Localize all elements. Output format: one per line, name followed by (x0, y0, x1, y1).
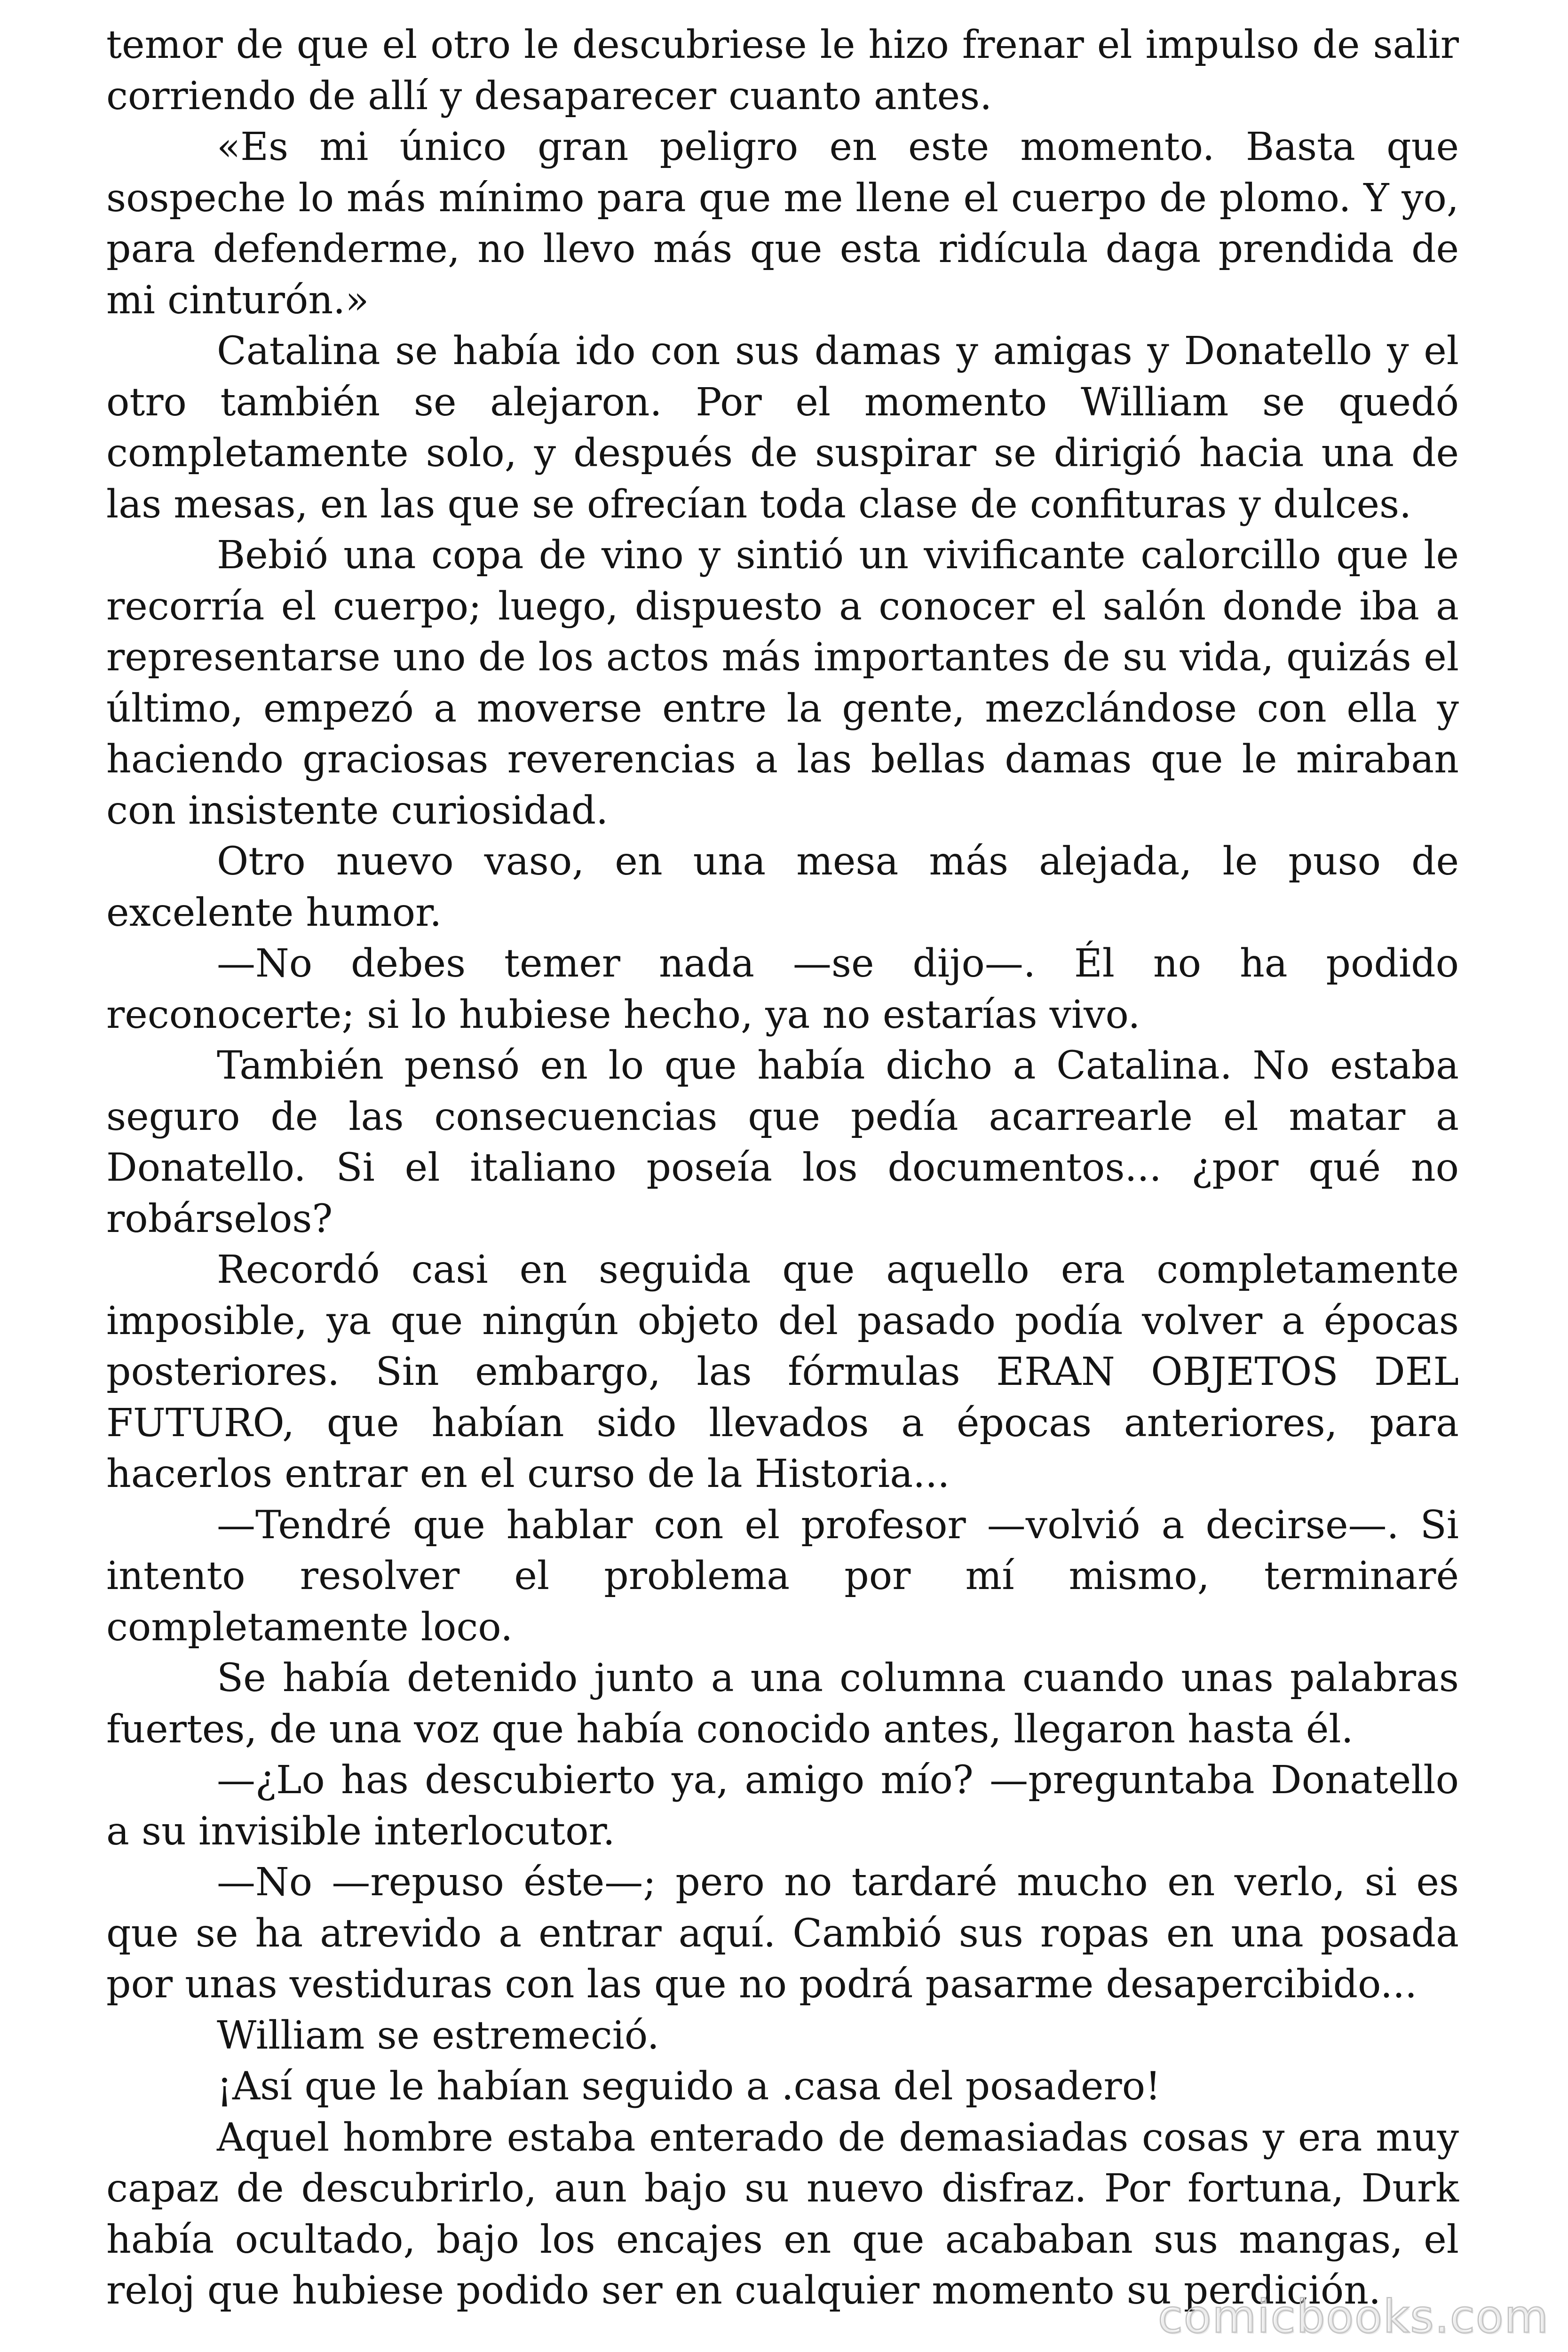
paragraph-6: —No debes temer nada —se dijo—. Él no ha podido reconocerte; si lo hubiese hecho, ya no estarías vivo. (106, 941, 1459, 1037)
paragraph-14: ¡Así que le habían seguido a .casa del posadero! (217, 2064, 1161, 2109)
page-text (106, 20, 1459, 2317)
paragraph-15: Aquel hombre estaba enterado de demasiadas cosas y era muy capaz de descubrirlo, aun bajo su nuevo disfraz. Por fortuna, Durk había ocultado, bajo los encajes en que acababan sus mangas, el reloj que hubiese podido ser en cualquier momento su perdición. (106, 2115, 1459, 2313)
paragraph-13: William se estremeció. (217, 2013, 659, 2058)
paragraph-12: —No —repuso éste—; pero no tardaré mucho en verlo, si es que se ha atrevido a entrar aquí. Cambió sus ropas en una posada por unas vestiduras con las que no podrá pasarme desapercibido... (106, 1860, 1459, 2007)
paragraph-10: Se había detenido junto a una columna cuando unas palabras fuertes, de una voz que había conocido antes, llegaron hasta él. (106, 1656, 1459, 1752)
watermark: comicbooks.com (1157, 2290, 1549, 2343)
paragraph-7: También pensó en lo que había dicho a Catalina. No estaba seguro de las consecuencias que pedía acarrearle el matar a Donatello. Si el italiano poseía los documentos... ¿por qué no robárselos? (106, 1043, 1459, 1241)
paragraph-3: Catalina se había ido con sus damas y amigas y Donatello y el otro también se alejaron. Por el momento William se quedó completamente solo, y después de suspirar se dirigió hacia una de las mesas, en las que se ofrecían toda clase de confituras y dulces. (106, 329, 1459, 527)
paragraph-1: temor de que el otro le descubriese le hizo frenar el impulso de salir corriendo de allí y desaparecer cuanto antes. (106, 23, 1459, 119)
paragraph-11: —¿Lo has descubierto ya, amigo mío? —preguntaba Donatello a su invisible interlocutor. (106, 1758, 1459, 1854)
paragraph-9: —Tendré que hablar con el profesor —volvió a decirse—. Si intento resolver el problema por mí mismo, terminaré completamente loco. (106, 1502, 1459, 1650)
paragraph-4: Bebió una copa de vino y sintió un vivificante calorcillo que le recorría el cuerpo; luego, dispuesto a conocer el salón donde iba a representarse uno de los actos más importantes de su vida, quizás el último, empezó a moverse entre la gente, mezclándose con ella y haciendo graciosas reverencias a las bellas damas que le miraban con insistente curiosidad. (106, 533, 1459, 833)
paragraph-2: «Es mi único gran peligro en este momento. Basta que sospeche lo más mínimo para que me llene el cuerpo de plomo. Y yo, para defenderme, no llevo más que esta ridícula daga prendida de mi cinturón.» (106, 125, 1459, 323)
paragraph-8: Recordó casi en seguida que aquello era completamente imposible, ya que ningún objeto del pasado podía volver a épocas posteriores. Sin embargo, las fórmulas ERAN OBJETOS DEL FUTURO, que habían sido llevados a épocas anteriores, para hacerlos entrar en el curso de la Historia... (106, 1248, 1459, 1496)
paragraph-5: Otro nuevo vaso, en una mesa más alejada, le puso de excelente humor. (106, 839, 1459, 935)
